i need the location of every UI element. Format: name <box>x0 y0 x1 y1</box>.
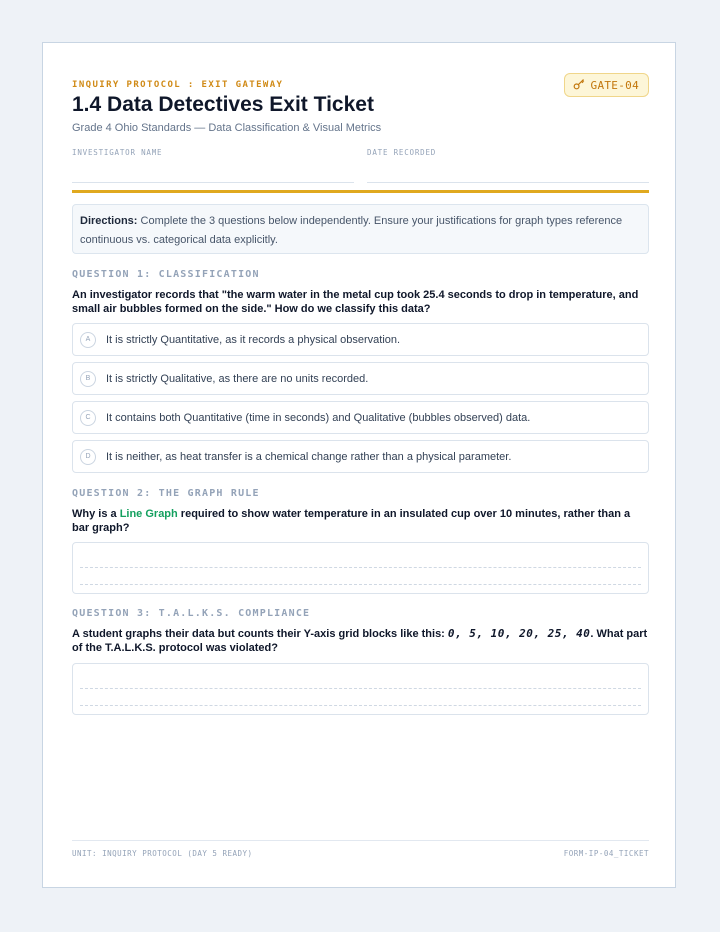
key-icon <box>573 78 585 93</box>
eyebrow-label: INQUIRY PROTOCOL : EXIT GATEWAY <box>72 80 284 90</box>
directions-lead: Directions: <box>80 215 138 227</box>
q1-option-b[interactable] <box>72 362 649 395</box>
question-1-text: An investigator records that "the warm water in the metal cup took 25.4 seconds to drop in temperature, and small air bubbles formed on the side." How do we classify this data? <box>72 289 639 315</box>
option-letter: D <box>80 449 96 465</box>
question-2-answer-box[interactable] <box>72 542 649 594</box>
q1-option-c[interactable] <box>72 401 649 434</box>
option-letter: A <box>80 332 96 348</box>
page-subtitle: Grade 4 Ohio Standards — Data Classification & Visual Metrics <box>72 122 382 134</box>
footer-divider <box>72 840 649 841</box>
answer-line <box>80 705 641 706</box>
question-2-text <box>72 507 649 535</box>
directions-box <box>72 204 649 254</box>
q2-text-post: required to show water temperature in an insulated cup over 10 minutes, rather than a bar graph? <box>72 508 631 534</box>
header-divider <box>72 190 649 193</box>
date-recorded-field[interactable] <box>367 182 649 183</box>
investigator-name-field[interactable] <box>72 182 354 183</box>
answer-line <box>80 688 641 689</box>
exit-ticket-sheet <box>42 42 676 888</box>
q2-highlight: Line Graph <box>119 508 178 520</box>
q3-text-pre: A student graphs their data but counts their Y-axis grid blocks like this: <box>72 628 448 640</box>
answer-line <box>80 567 641 568</box>
footer-unit-label: UNIT: INQUIRY PROTOCOL (DAY 5 READY) <box>72 849 253 858</box>
q3-text-post: . What part of the T.A.L.K.S. protocol was violated? <box>72 628 648 654</box>
footer-form-id: FORM-IP-04_TICKET <box>563 849 649 858</box>
date-recorded-label: DATE RECORDED <box>367 148 437 157</box>
option-text: It is strictly Quantitative, as it records a physical observation. <box>106 333 401 346</box>
q2-text-pre: Why is a <box>72 508 120 520</box>
q1-option-d[interactable] <box>72 440 649 473</box>
option-text: It contains both Quantitative (time in seconds) and Qualitative (bubbles observed) data. <box>106 411 531 424</box>
answer-line <box>80 584 641 585</box>
option-text: It is strictly Qualitative, as there are no units recorded. <box>106 372 369 385</box>
question-1-label: QUESTION 1: CLASSIFICATION <box>72 269 260 280</box>
investigator-name-label: INVESTIGATOR NAME <box>72 148 163 157</box>
option-letter: B <box>80 371 96 387</box>
page-title: 1.4 Data Detectives Exit Ticket <box>72 93 374 116</box>
option-letter: C <box>80 410 96 426</box>
option-text: It is neither, as heat transfer is a chemical change rather than a physical parameter. <box>106 450 512 463</box>
q3-code-sequence: 0, 5, 10, 20, 25, 40 <box>447 627 591 640</box>
gate-badge-label: GATE-04 <box>590 78 639 92</box>
q1-option-a[interactable] <box>72 323 649 356</box>
question-3-answer-box[interactable] <box>72 663 649 715</box>
directions-text: Complete the 3 questions below independently. Ensure your justifications for graph types reference continuous vs. categorical data explicitly. <box>80 215 623 246</box>
question-3-label: QUESTION 3: T.A.L.K.S. COMPLIANCE <box>72 608 311 619</box>
question-2-label: QUESTION 2: THE GRAPH RULE <box>72 488 260 499</box>
gate-badge <box>564 73 649 97</box>
question-3-text <box>72 627 649 655</box>
